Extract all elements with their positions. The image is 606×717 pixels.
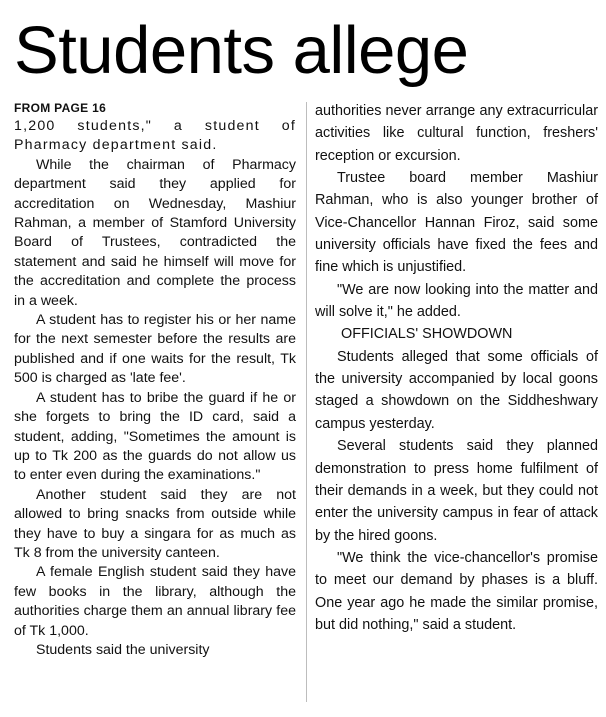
paragraph: A student has to bribe the guard if he or she forgets to bring the ID card, said a student, adding, "Sometimes the amount is up to Tk 200 as the guards do not allow us to enter even during the examinations." xyxy=(14,389,296,484)
paragraph: A student has to register his or her name for the next semester before the results are published and if one waits for the result, Tk 500 is charged as 'late fee'. xyxy=(14,312,296,387)
paragraph: Trustee board member Mashiur Rahman, who is also younger brother of Vice-Chancellor Hannan Firoz, said some university officials have fixed the fees and fine which is unjustified. xyxy=(315,170,598,276)
paragraph: "We are now looking into the matter and will solve it," he added. xyxy=(315,281,598,321)
left-column xyxy=(14,100,296,660)
paragraph: While the chairman of Pharmacy department said they applied for accreditation on Wednesday, Mashiur Rahman, a member of Stamford University Board of Trustees, contradicted the statement and said he himself will move for the accreditation and complete the process in a week. xyxy=(14,156,296,309)
jump-label: FROM PAGE 16 xyxy=(14,101,107,115)
subhead: OFFICIALS' SHOWDOWN xyxy=(341,326,513,343)
paragraph: Another student said they are not allowed to bring snacks from outside while they have to buy a singara for as much as Tk 8 from the university canteen. xyxy=(14,486,296,561)
right-column xyxy=(315,100,598,636)
paragraph: A female English student said they have few books in the library, although the authorities charge them an annual library fee of Tk 1,000. xyxy=(14,564,296,639)
paragraph: Students alleged that some officials of the university accompanied by local goons staged a showdown on the Siddheshwary campus yesterday. xyxy=(315,348,598,432)
headline: Students allege xyxy=(14,13,469,88)
paragraph: authorities never arrange any extracurricular activities like cultural function, freshers' reception or excursion. xyxy=(315,103,598,164)
paragraph: "We think the vice-chancellor's promise to meet our demand by phases is a bluff. One year ago he made the similar promise, but did nothing," said a student. xyxy=(315,549,598,633)
paragraph: Students said the university xyxy=(36,641,210,658)
paragraph: 1,200 students," a student of Pharmacy department said. xyxy=(14,118,296,154)
column-divider xyxy=(306,102,307,702)
paragraph: Several students said they planned demonstration to press home fulfilment of their demands in a week, but they could not enter the university campus in fear of attack by the hired goons. xyxy=(315,438,598,544)
